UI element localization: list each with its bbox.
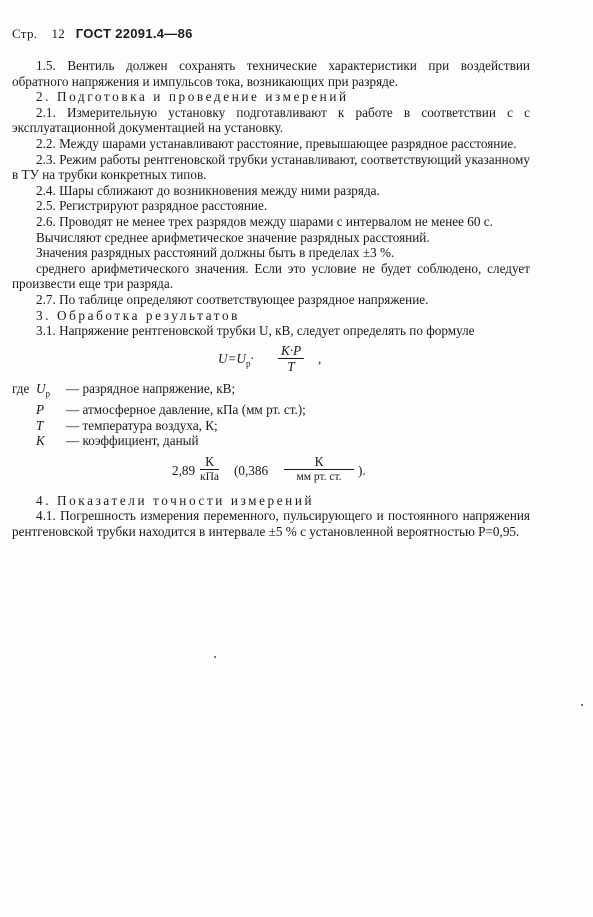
paragraph-1-5: 1.5. Вентиль должен сохранять технические характеристики при воздействии обратного напряжения и импульсов тока, возникающих при разряде.	[12, 58, 530, 89]
paragraph-4-1: 4.1. Погрешность измерения переменного, пульсирующего и постоянного напряжения рентгеновской трубки находится в интервале ±5 % с установленной вероятностью P=0,95.	[12, 508, 530, 539]
formula-denominator: T	[287, 359, 295, 375]
definition-symbol: T	[36, 417, 44, 433]
definition-text: — разрядное напряжение, кВ;	[66, 380, 236, 396]
paragraph-2-7: 2.7. По таблице определяют соответствующее разрядное напряжение.	[36, 291, 429, 307]
section-2-title: 2. Подготовка и проведение измерений	[36, 89, 349, 105]
symbol-definitions	[12, 381, 530, 449]
paragraph-2-6-mean: Вычисляют среднее арифметическое значение разрядных расстояний.	[36, 229, 430, 245]
paragraph-2-6-repeat: среднего арифметического значения. Если это условие не будет соблюдено, следует произвести еще три разряда.	[12, 260, 530, 292]
scan-speck	[581, 704, 583, 706]
where-label: где	[12, 380, 30, 396]
formula-tail: ,	[318, 350, 322, 366]
definition-symbol: P	[36, 401, 45, 417]
definition-row: где $U_р$ — разрядное напряжение, кВ;	[12, 381, 530, 402]
definition-text: — атмосферное давление, кПа (мм рт. ст.);	[66, 401, 306, 417]
definition-row	[12, 433, 530, 449]
paragraph-2-6-limits: Значения разрядных расстояний должны быть в пределах ±3 %.	[36, 245, 395, 261]
coef-fraction-mmhg: К мм рт. ст.	[284, 454, 354, 486]
coef-open: (0,386	[234, 462, 269, 478]
coefficient-formula	[12, 449, 530, 493]
definition-text: — температура воздуха, К;	[66, 417, 218, 433]
voltage-formula	[12, 339, 530, 381]
page-header	[12, 26, 572, 42]
section-3-title: 3. Обработка результатов	[36, 307, 241, 323]
coef-value: 2,89	[172, 462, 196, 478]
paragraph-2-5: 2.5. Регистрируют разрядное расстояние.	[36, 198, 268, 214]
paragraph-2-6: 2.6. Проводят не менее трех разрядов между шарами с интервалом не менее 60 с.	[36, 213, 493, 229]
page-label: Стр.	[12, 26, 38, 41]
paragraph-2-4: 2.4. Шары сближают до возникновения между ними разряда.	[36, 182, 380, 198]
standard-number: ГОСТ 22091.4—86	[75, 26, 193, 41]
paragraph-3-1: 3.1. Напряжение рентгеновской трубки U, кВ, следует определять по формуле	[36, 323, 475, 339]
coef-close: ).	[358, 462, 366, 478]
formula-fraction	[278, 343, 304, 375]
document-body	[12, 58, 530, 539]
formula-numerator: K·P	[278, 343, 304, 360]
paragraph-2-1: 2.1. Измерительную установку подготавливают к работе в соответствии с с эксплуатационной документацией на установку.	[12, 104, 530, 136]
paragraph-2-2: 2.2. Между шарами устанавливают расстояние, превышающее разрядное расстояние.	[36, 135, 517, 151]
section-4-title: 4. Показатели точности измерений	[36, 492, 315, 508]
paragraph-2-3: 2.3. Режим работы рентгеновской трубки устанавливают, соответствующий указанному в ТУ на трубки конкретных типов.	[12, 151, 530, 183]
definition-symbol: K	[36, 433, 45, 449]
scan-speck	[214, 656, 216, 658]
coef-fraction-kpa: К кПа	[200, 453, 219, 484]
definition-text: — коэффициент, даный	[66, 433, 199, 449]
definition-row	[12, 402, 530, 418]
page-number: 12	[51, 26, 66, 41]
definition-row	[12, 418, 530, 434]
formula-lhs: $U=U_р\cdot$	[218, 350, 254, 369]
definition-symbol: U	[36, 380, 46, 396]
